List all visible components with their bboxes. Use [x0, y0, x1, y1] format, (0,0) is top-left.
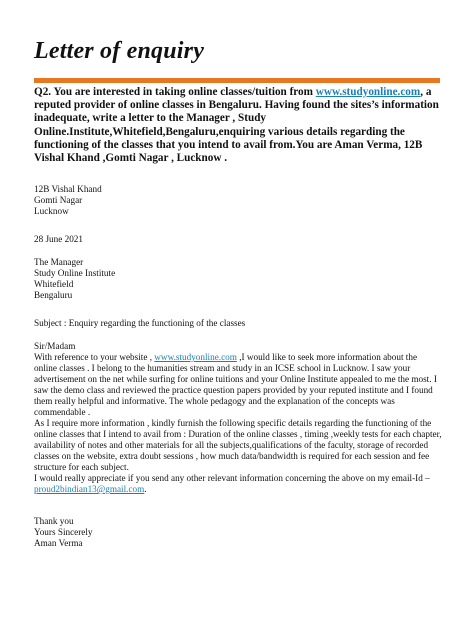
recipient-line: The Manager	[34, 257, 84, 267]
page-title: Letter of enquiry	[34, 38, 205, 64]
paragraph-3-start: I would really appreciate if you send any other relevant information concerning the above on my email-Id –	[34, 473, 430, 483]
body-paragraph-2: As I require more information , kindly furnish the following specific details regarding the functioning of the online classes that I intend to avail from : Duration of the online classes , timing ,weekly tests for each chapter, availability of notes and other materials for all the subjects,qualifications of the faculty, storage of recorded classes on the website, extra doubt sessions , how much data/bandwidth is required for each session and fee structure for each subject.	[34, 418, 442, 472]
question-prompt	[34, 86, 440, 165]
letter-body	[34, 341, 442, 495]
body-paragraph-3	[34, 473, 442, 495]
body-paragraph-1	[34, 352, 442, 418]
body-website-link[interactable]: www.studyonline.com	[154, 352, 237, 362]
sender-address-line: Gomti Nagar	[34, 195, 83, 205]
question-text-rest: , a reputed provider of online classes in Bengaluru. Having found the sites’s information inadequate, write a letter to the Manager , Study Online.Institute,Whitefield,Bengaluru,enquiring various details regarding the functioning of the classes that you intend to avail from.You are Aman Verma, 12B Vishal Khand ,Gomti Nagar , Lucknow .	[34, 86, 439, 165]
question-website-link[interactable]: www.studyonline.com	[315, 86, 421, 98]
email-link[interactable]: proud2bindian13@gmail.com	[34, 484, 145, 494]
paragraph-1-start: With reference to your website ,	[34, 352, 155, 362]
sender-address-line: 12B Vishal Khand	[34, 184, 102, 194]
question-text-start: Q2. You are interested in taking online classes/tuition from	[34, 86, 316, 98]
sender-address-line: Lucknow	[34, 206, 69, 216]
recipient-line: Study Online Institute	[34, 268, 116, 278]
letter-subject: Subject : Enquiry regarding the functioning of the classes	[34, 318, 246, 328]
closing-line: Yours Sincerely	[34, 527, 93, 537]
paragraph-1-rest: ,I would like to seek more information about the online classes . I belong to the humanities stream and study in an ICSE school in Lucknow. I saw your advertisement on the net while surfing for online tuitions and your Online Institute appealed to me the most. I saw the demo class and reviewed the practice question papers provided by your reputed institute and I found them really helpful and informative. The whole pedagogy and the explanation of the concepts was commendable .	[34, 352, 437, 417]
recipient-line: Whitefield	[34, 279, 74, 289]
recipient-line: Bengaluru	[34, 290, 73, 300]
signature-name: Aman Verma	[34, 538, 83, 548]
sender-address	[34, 184, 444, 217]
letter-closing	[34, 516, 444, 549]
paragraph-3-end: .	[144, 484, 147, 494]
recipient-address	[34, 257, 444, 301]
letter-date: 28 June 2021	[34, 234, 83, 244]
title-underline-rule	[34, 78, 440, 83]
salutation: Sir/Madam	[34, 341, 76, 351]
closing-line: Thank you	[34, 516, 74, 526]
